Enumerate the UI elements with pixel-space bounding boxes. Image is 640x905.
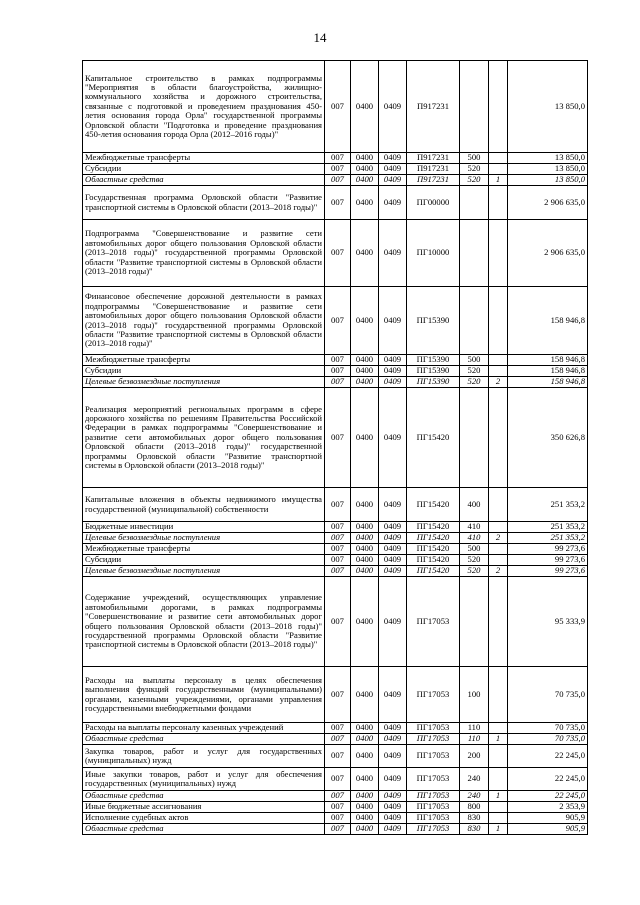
expense-type-code-cell: 800 — [460, 802, 489, 813]
page-number: 14 — [313, 30, 327, 45]
ministry-code-cell: 007 — [325, 723, 351, 734]
amount-cell: 251 353,2 — [508, 522, 588, 533]
section-code-cell: 0400 — [351, 388, 379, 488]
amount-cell: 22 245,0 — [508, 791, 588, 802]
source-code-cell: 2 — [489, 533, 508, 544]
row-name-cell: Подпрограмма "Совершенствование и развитие сети автомобильных дорог общего пользования Орловской области (2013–2018 годы)" государственной программы Орловской области "Развитие транспортной системы в Орловской области (2013–2018 годы)" — [83, 220, 325, 287]
source-code-cell — [489, 522, 508, 533]
subsection-code-cell: 0409 — [379, 355, 407, 366]
expense-type-code-cell: 520 — [460, 175, 489, 186]
source-code-cell — [489, 366, 508, 377]
expense-type-code-cell: 240 — [460, 768, 489, 791]
subsection-code-cell: 0409 — [379, 287, 407, 355]
expense-type-code-cell — [460, 388, 489, 488]
subsection-code-cell: 0409 — [379, 366, 407, 377]
expense-type-code-cell: 520 — [460, 377, 489, 388]
section-code-cell: 0400 — [351, 164, 379, 175]
ministry-code-cell: 007 — [325, 544, 351, 555]
subsection-code-cell: 0409 — [379, 566, 407, 577]
target-article-code-cell: П917231 — [407, 153, 460, 164]
table-row — [83, 61, 588, 153]
section-code-cell: 0400 — [351, 355, 379, 366]
source-code-cell — [489, 813, 508, 824]
source-code-cell — [489, 577, 508, 667]
subsection-code-cell: 0409 — [379, 555, 407, 566]
table-row — [83, 566, 588, 577]
ministry-code-cell: 007 — [325, 366, 351, 377]
subsection-code-cell: 0409 — [379, 186, 407, 220]
amount-cell: 13 850,0 — [508, 175, 588, 186]
target-article-code-cell: ПГ17053 — [407, 802, 460, 813]
section-code-cell: 0400 — [351, 533, 379, 544]
row-name-cell: Капитальное строительство в рамках подпрограммы "Мероприятия в области благоустройства, жилищно-коммунального хозяйства и дорожного строительства, связанные с подготовкой и проведением празднования 450-летия основания города Орла" государственной программы Орловской области "Подготовка и проведение празднования 450-летия основания города Орла (2012–2016 годы)" — [83, 61, 325, 153]
table-row — [83, 186, 588, 220]
source-code-cell — [489, 768, 508, 791]
row-name-cell: Финансовое обеспечение дорожной деятельности в рамках подпрограммы "Совершенствование и развитие сети автомобильных дорог общего пользования Орловской области (2013–2018 годы)" государственной программы Орловской области "Развитие транспортной системы в Орловской области (2013–2018 годы)" — [83, 287, 325, 355]
table-row — [83, 555, 588, 566]
row-name-cell: Межбюджетные трансферты — [83, 153, 325, 164]
subsection-code-cell: 0409 — [379, 377, 407, 388]
table-row — [83, 544, 588, 555]
row-name-cell: Субсидии — [83, 164, 325, 175]
ministry-code-cell: 007 — [325, 186, 351, 220]
table-row — [83, 220, 588, 287]
ministry-code-cell: 007 — [325, 768, 351, 791]
table-row — [83, 366, 588, 377]
section-code-cell: 0400 — [351, 734, 379, 745]
subsection-code-cell: 0409 — [379, 802, 407, 813]
amount-cell: 905,9 — [508, 824, 588, 835]
target-article-code-cell: ПГ15390 — [407, 355, 460, 366]
subsection-code-cell: 0409 — [379, 175, 407, 186]
row-name-cell: Государственная программа Орловской области "Развитие транспортной системы в Орловской области (2013–2018 годы)" — [83, 186, 325, 220]
target-article-code-cell: П917231 — [407, 175, 460, 186]
ministry-code-cell: 007 — [325, 522, 351, 533]
table-row — [83, 768, 588, 791]
target-article-code-cell: ПГ15420 — [407, 555, 460, 566]
ministry-code-cell: 007 — [325, 61, 351, 153]
expense-type-code-cell: 520 — [460, 566, 489, 577]
target-article-code-cell: ПГ15420 — [407, 544, 460, 555]
ministry-code-cell: 007 — [325, 533, 351, 544]
expense-type-code-cell — [460, 287, 489, 355]
ministry-code-cell: 007 — [325, 667, 351, 723]
row-name-cell: Расходы на выплаты персоналу казенных учреждений — [83, 723, 325, 734]
table-row — [83, 577, 588, 667]
ministry-code-cell: 007 — [325, 377, 351, 388]
subsection-code-cell: 0409 — [379, 61, 407, 153]
table-row — [83, 488, 588, 522]
target-article-code-cell: ПГ17053 — [407, 577, 460, 667]
table-row — [83, 522, 588, 533]
section-code-cell: 0400 — [351, 745, 379, 768]
subsection-code-cell: 0409 — [379, 164, 407, 175]
table-row — [83, 355, 588, 366]
table-row — [83, 813, 588, 824]
target-article-code-cell: ПГ17053 — [407, 667, 460, 723]
table-row — [83, 533, 588, 544]
expense-type-code-cell: 240 — [460, 791, 489, 802]
source-code-cell — [489, 488, 508, 522]
source-code-cell — [489, 555, 508, 566]
ministry-code-cell: 007 — [325, 813, 351, 824]
amount-cell: 95 333,9 — [508, 577, 588, 667]
table-row — [83, 175, 588, 186]
subsection-code-cell: 0409 — [379, 667, 407, 723]
row-name-cell: Закупка товаров, работ и услуг для государственных (муниципальных) нужд — [83, 745, 325, 768]
section-code-cell: 0400 — [351, 61, 379, 153]
amount-cell: 2 906 635,0 — [508, 186, 588, 220]
expense-type-code-cell: 410 — [460, 522, 489, 533]
row-name-cell: Субсидии — [83, 555, 325, 566]
source-code-cell: 1 — [489, 734, 508, 745]
section-code-cell: 0400 — [351, 768, 379, 791]
amount-cell: 13 850,0 — [508, 153, 588, 164]
amount-cell: 99 273,6 — [508, 566, 588, 577]
ministry-code-cell: 007 — [325, 791, 351, 802]
amount-cell: 70 735,0 — [508, 667, 588, 723]
row-name-cell: Целевые безвозмездные поступления — [83, 377, 325, 388]
expense-type-code-cell — [460, 577, 489, 667]
source-code-cell — [489, 61, 508, 153]
subsection-code-cell: 0409 — [379, 533, 407, 544]
row-name-cell: Реализация мероприятий региональных программ в сфере дорожного хозяйства по решениям Правительства Российской Федерации в рамках подпрограммы "Совершенствование и развитие сети автомобильных дорог общего пользования Орловской области (2013–2018 годы)" государственной программы Орловской области "Развитие транспортной системы в Орловской области (2013–2018 годы)" — [83, 388, 325, 488]
subsection-code-cell: 0409 — [379, 544, 407, 555]
table-row — [83, 377, 588, 388]
row-name-cell: Иные бюджетные ассигнования — [83, 802, 325, 813]
source-code-cell — [489, 802, 508, 813]
section-code-cell: 0400 — [351, 555, 379, 566]
amount-cell: 99 273,6 — [508, 544, 588, 555]
section-code-cell: 0400 — [351, 377, 379, 388]
ministry-code-cell: 007 — [325, 355, 351, 366]
section-code-cell: 0400 — [351, 791, 379, 802]
subsection-code-cell: 0409 — [379, 577, 407, 667]
section-code-cell: 0400 — [351, 824, 379, 835]
section-code-cell: 0400 — [351, 802, 379, 813]
ministry-code-cell: 007 — [325, 555, 351, 566]
amount-cell: 13 850,0 — [508, 164, 588, 175]
amount-cell: 22 245,0 — [508, 768, 588, 791]
target-article-code-cell: ПГ15390 — [407, 377, 460, 388]
table-row — [83, 164, 588, 175]
ministry-code-cell: 007 — [325, 488, 351, 522]
subsection-code-cell: 0409 — [379, 768, 407, 791]
source-code-cell — [489, 667, 508, 723]
section-code-cell: 0400 — [351, 186, 379, 220]
section-code-cell: 0400 — [351, 577, 379, 667]
amount-cell: 70 735,0 — [508, 734, 588, 745]
expense-type-code-cell — [460, 186, 489, 220]
section-code-cell: 0400 — [351, 488, 379, 522]
amount-cell: 251 353,2 — [508, 533, 588, 544]
expense-type-code-cell: 400 — [460, 488, 489, 522]
source-code-cell: 1 — [489, 824, 508, 835]
table-row — [83, 802, 588, 813]
section-code-cell: 0400 — [351, 175, 379, 186]
amount-cell: 70 735,0 — [508, 723, 588, 734]
target-article-code-cell: ПГ15390 — [407, 287, 460, 355]
ministry-code-cell: 007 — [325, 802, 351, 813]
section-code-cell: 0400 — [351, 522, 379, 533]
source-code-cell — [489, 287, 508, 355]
expense-type-code-cell: 410 — [460, 533, 489, 544]
expense-type-code-cell: 830 — [460, 824, 489, 835]
row-name-cell: Областные средства — [83, 824, 325, 835]
row-name-cell: Субсидии — [83, 366, 325, 377]
row-name-cell: Иные закупки товаров, работ и услуг для обеспечения государственных (муниципальных) нужд — [83, 768, 325, 791]
target-article-code-cell: ПГ17053 — [407, 723, 460, 734]
row-name-cell: Исполнение судебных актов — [83, 813, 325, 824]
ministry-code-cell: 007 — [325, 175, 351, 186]
expense-type-code-cell: 830 — [460, 813, 489, 824]
source-code-cell — [489, 388, 508, 488]
section-code-cell: 0400 — [351, 813, 379, 824]
expense-type-code-cell: 500 — [460, 355, 489, 366]
row-name-cell: Бюджетные инвестиции — [83, 522, 325, 533]
source-code-cell — [489, 723, 508, 734]
amount-cell: 2 906 635,0 — [508, 220, 588, 287]
ministry-code-cell: 007 — [325, 734, 351, 745]
amount-cell: 13 850,0 — [508, 61, 588, 153]
section-code-cell: 0400 — [351, 366, 379, 377]
amount-cell: 905,9 — [508, 813, 588, 824]
subsection-code-cell: 0409 — [379, 824, 407, 835]
section-code-cell: 0400 — [351, 723, 379, 734]
row-name-cell: Капитальные вложения в объекты недвижимого имущества государственной (муниципальной) собственности — [83, 488, 325, 522]
row-name-cell: Областные средства — [83, 175, 325, 186]
section-code-cell: 0400 — [351, 287, 379, 355]
section-code-cell: 0400 — [351, 153, 379, 164]
table-row — [83, 745, 588, 768]
source-code-cell: 1 — [489, 175, 508, 186]
row-name-cell: Межбюджетные трансферты — [83, 544, 325, 555]
amount-cell: 251 353,2 — [508, 488, 588, 522]
target-article-code-cell: ПГ15420 — [407, 388, 460, 488]
target-article-code-cell: ПГ17053 — [407, 768, 460, 791]
target-article-code-cell: ПГ15420 — [407, 533, 460, 544]
expense-type-code-cell: 520 — [460, 555, 489, 566]
budget-table — [82, 60, 588, 835]
expense-type-code-cell: 520 — [460, 164, 489, 175]
ministry-code-cell: 007 — [325, 164, 351, 175]
target-article-code-cell: ПГ17053 — [407, 734, 460, 745]
ministry-code-cell: 007 — [325, 577, 351, 667]
row-name-cell: Областные средства — [83, 734, 325, 745]
section-code-cell: 0400 — [351, 544, 379, 555]
amount-cell: 158 946,8 — [508, 366, 588, 377]
table-row — [83, 824, 588, 835]
row-name-cell: Межбюджетные трансферты — [83, 355, 325, 366]
table-row — [83, 287, 588, 355]
expense-type-code-cell: 110 — [460, 734, 489, 745]
source-code-cell — [489, 544, 508, 555]
target-article-code-cell: П917231 — [407, 164, 460, 175]
section-code-cell: 0400 — [351, 566, 379, 577]
expense-type-code-cell: 110 — [460, 723, 489, 734]
row-name-cell: Целевые безвозмездные поступления — [83, 533, 325, 544]
ministry-code-cell: 007 — [325, 153, 351, 164]
ministry-code-cell: 007 — [325, 566, 351, 577]
source-code-cell — [489, 164, 508, 175]
amount-cell: 158 946,8 — [508, 355, 588, 366]
source-code-cell — [489, 355, 508, 366]
subsection-code-cell: 0409 — [379, 813, 407, 824]
target-article-code-cell: ПГ15390 — [407, 366, 460, 377]
ministry-code-cell: 007 — [325, 824, 351, 835]
source-code-cell: 2 — [489, 566, 508, 577]
table-row — [83, 153, 588, 164]
target-article-code-cell: ПГ15420 — [407, 522, 460, 533]
target-article-code-cell: ПГ10000 — [407, 220, 460, 287]
target-article-code-cell: ПГ17053 — [407, 745, 460, 768]
target-article-code-cell: ПГ00000 — [407, 186, 460, 220]
subsection-code-cell: 0409 — [379, 153, 407, 164]
subsection-code-cell: 0409 — [379, 522, 407, 533]
source-code-cell — [489, 220, 508, 287]
subsection-code-cell: 0409 — [379, 388, 407, 488]
row-name-cell: Целевые безвозмездные поступления — [83, 566, 325, 577]
target-article-code-cell: ПГ17053 — [407, 791, 460, 802]
expense-type-code-cell: 500 — [460, 153, 489, 164]
expense-type-code-cell — [460, 220, 489, 287]
expense-type-code-cell — [460, 61, 489, 153]
table-row — [83, 667, 588, 723]
row-name-cell: Областные средства — [83, 791, 325, 802]
amount-cell: 99 273,6 — [508, 555, 588, 566]
subsection-code-cell: 0409 — [379, 734, 407, 745]
target-article-code-cell: ПГ15420 — [407, 488, 460, 522]
section-code-cell: 0400 — [351, 667, 379, 723]
target-article-code-cell: ПГ17053 — [407, 824, 460, 835]
table-row — [83, 723, 588, 734]
amount-cell: 350 626,8 — [508, 388, 588, 488]
source-code-cell: 2 — [489, 377, 508, 388]
subsection-code-cell: 0409 — [379, 723, 407, 734]
ministry-code-cell: 007 — [325, 745, 351, 768]
ministry-code-cell: 007 — [325, 220, 351, 287]
ministry-code-cell: 007 — [325, 388, 351, 488]
row-name-cell: Расходы на выплаты персоналу в целях обеспечения выполнения функций государственными (муниципальными) органами, казенными учреждениями, органами управления государственными внебюджетными фондами — [83, 667, 325, 723]
expense-type-code-cell: 200 — [460, 745, 489, 768]
amount-cell: 2 353,9 — [508, 802, 588, 813]
expense-type-code-cell: 500 — [460, 544, 489, 555]
source-code-cell — [489, 186, 508, 220]
expense-type-code-cell: 100 — [460, 667, 489, 723]
target-article-code-cell: ПГ15420 — [407, 566, 460, 577]
subsection-code-cell: 0409 — [379, 791, 407, 802]
source-code-cell: 1 — [489, 791, 508, 802]
table-row — [83, 734, 588, 745]
subsection-code-cell: 0409 — [379, 220, 407, 287]
ministry-code-cell: 007 — [325, 287, 351, 355]
target-article-code-cell: П917231 — [407, 61, 460, 153]
table-row — [83, 791, 588, 802]
table-row — [83, 388, 588, 488]
amount-cell: 22 245,0 — [508, 745, 588, 768]
amount-cell: 158 946,8 — [508, 377, 588, 388]
expense-type-code-cell: 520 — [460, 366, 489, 377]
target-article-code-cell: ПГ17053 — [407, 813, 460, 824]
subsection-code-cell: 0409 — [379, 488, 407, 522]
budget-table-body — [83, 61, 588, 835]
source-code-cell — [489, 153, 508, 164]
row-name-cell: Содержание учреждений, осуществляющих управление автомобильными дорогами, в рамках подпрограммы "Совершенствование и развитие сети автомобильных дорог общего пользования Орловской области (2013–2018 годы)" государственной программы Орловской области "Развитие транспортной системы в Орловской области (2013–2018 годы)" — [83, 577, 325, 667]
amount-cell: 158 946,8 — [508, 287, 588, 355]
subsection-code-cell: 0409 — [379, 745, 407, 768]
source-code-cell — [489, 745, 508, 768]
section-code-cell: 0400 — [351, 220, 379, 287]
